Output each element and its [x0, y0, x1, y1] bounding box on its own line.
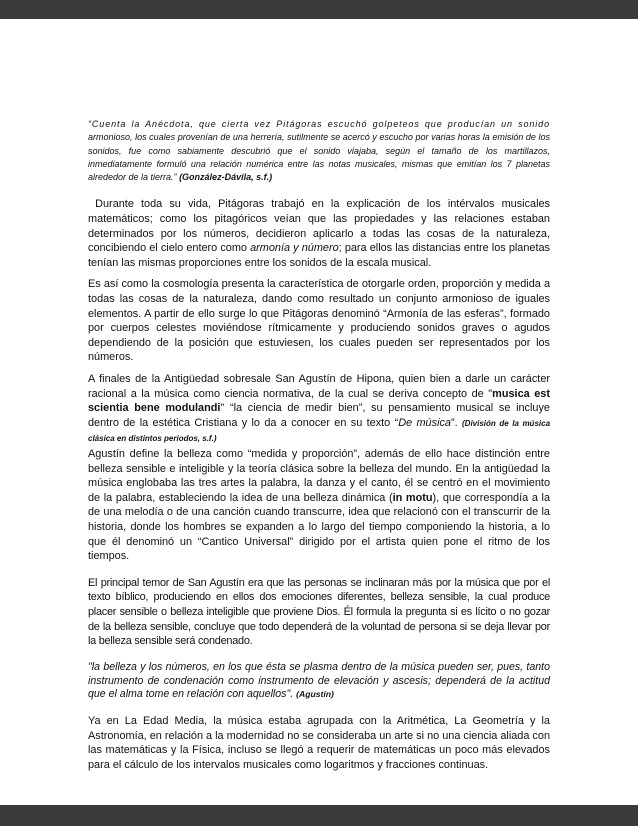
- pitagoras-emphasis: armonía y número: [250, 242, 339, 255]
- agustin-quote-close-mark: ".: [286, 688, 297, 701]
- agustin-book-title: De música: [398, 416, 451, 429]
- agustin-quote-text: la belleza y los números, en los que ésta se plasma dentro de la música pueden ser, pues, tanto instrumento de condenación como instrumento de elevación y ascesis; dependerá de la actitud que el alma tome en relación con aquellos: [88, 660, 550, 701]
- paragraph-edad-media: Ya en La Edad Media, la música estaba agrupada con la Aritmética, La Geometría y la Astronomía, en relación a la modernidad no se consideraba un arte si no una ciencia aliada con las matemáticas y la Física, incluso se llegó a requerir de matemáticas un poco más elevados para el cálculo de los intervalos musicales como logaritmos y fracciones continuas.: [88, 715, 550, 771]
- belleza-in-motu: in motu: [392, 491, 433, 504]
- paragraph-temor: El principal temor de San Agustín era que las personas se inclinaran más por la música que por el texto bíblico, produciendo en ellos dos emociones diferentes, belleza sensible, la cual produce placer sensible o belleza inteligible que proviene Dios. Él formula la pregunta si es lícito o no gozar de la belleza sensible, concluye que todo dependerá de la voluntad de persona si se deja llevar por la belleza sensible será condenado.: [88, 576, 550, 648]
- pitagoras-text-end: ; para ellos las distancias entre los planetas tenían las mismas proporciones entre los sonidos de la escala musical.: [88, 242, 550, 269]
- belleza-text-start: Agustín define la belleza como “medida y proporción”, además de ello hace distinción entre belleza sensible e inteligible y la teoría clásica sobre la belleza del mundo. En la antigüedad la música englobaba las tres artes la palabra, la danza y el canto, él se centró en el movimiento de la palabra, estableciendo la idea de una belleza dinámica (: [88, 447, 550, 504]
- anecdote-quote-lead: “Cuenta la Anécdota, que cierta vez Pitágoras escuchó golpeteos que producían un sonido: [88, 119, 550, 129]
- bottom-footer-bar: [0, 805, 638, 826]
- agustin-text-start: A finales de la Antigüedad sobresale San Agustín de Hipona, quien bien a darle un carácter racional a la música como ciencia normativa, de la cual se deriva concepto de ": [88, 373, 550, 400]
- agustin-quote-author: (Agustín): [296, 689, 334, 700]
- paragraph-agustin: [88, 372, 550, 447]
- agustin-text-middle: " “la ciencia de medir bien”, su pensamiento musical se incluye dentro de la estética Cristiana y lo da a conocer en su texto “: [88, 402, 550, 429]
- anecdote-citation: (González-Dávila, s.f.): [179, 172, 273, 183]
- agustin-quote-open-mark: ": [88, 660, 92, 673]
- paragraph-belleza: [88, 447, 550, 564]
- agustin-quote: [88, 661, 550, 702]
- agustin-text-end: ”.: [451, 416, 463, 429]
- anecdote-quote-body: armonioso, los cuales provenían de una herrería, sutilmente se acercó y escucho por varias horas la emisión de los sonidos, fue como sabiamente descubrió que el sonido viajaba, según el tamaño de los martillazos, inmediatamente formuló una relación numérica entre las notas musicales, mismas que emitían los 7 planetas alrededor de la tierra.”: [88, 132, 550, 183]
- paragraph-pitagoras: [88, 197, 550, 270]
- document-body: [88, 118, 550, 772]
- anecdote-quote: [88, 118, 550, 184]
- agustin-citation: (División de la música clásica en distintos periodos, s.f.): [88, 418, 551, 444]
- agustin-latin-phrase: musica est scientia bene modulandi: [88, 387, 550, 415]
- top-header-bar: [0, 0, 638, 19]
- pitagoras-text-start: Durante toda su vida, Pitágoras trabajó en la explicación de los intérvalos musicales matemáticos; como los pitagóricos veían que las propiedades y las relaciones estaban determinados por los números, decidieron aplicarlo a todas las cosas de la naturaleza, concibiendo el cielo entero como: [88, 198, 550, 255]
- paragraph-cosmologia: Es así como la cosmología presenta la característica de otorgarle orden, proporción y medida a todas las cosas de la naturaleza, dando como resultado un conjunto armonioso de iguales elementos. A partir de ello surge lo que Pitágoras denominó “Armonía de las esferas”, formado por cuerpos celestes moviéndose rítmicamente y produciendo sonidos graves o agudos dependiendo de la posición que estuviesen, los cuales pueden ser representados por los números.: [88, 278, 550, 364]
- belleza-text-end: ), que correspondía a la de una melodía o de una canción cuando transcurre, idea que relacionó con el transcurrir de la historia, donde los hombres se expanden a lo largo del tiempo componiendo la historia, a lo que él denominó un “Cantico Universal” dirigido por el artista quien pone el ritmo de los tiempos.: [88, 491, 550, 563]
